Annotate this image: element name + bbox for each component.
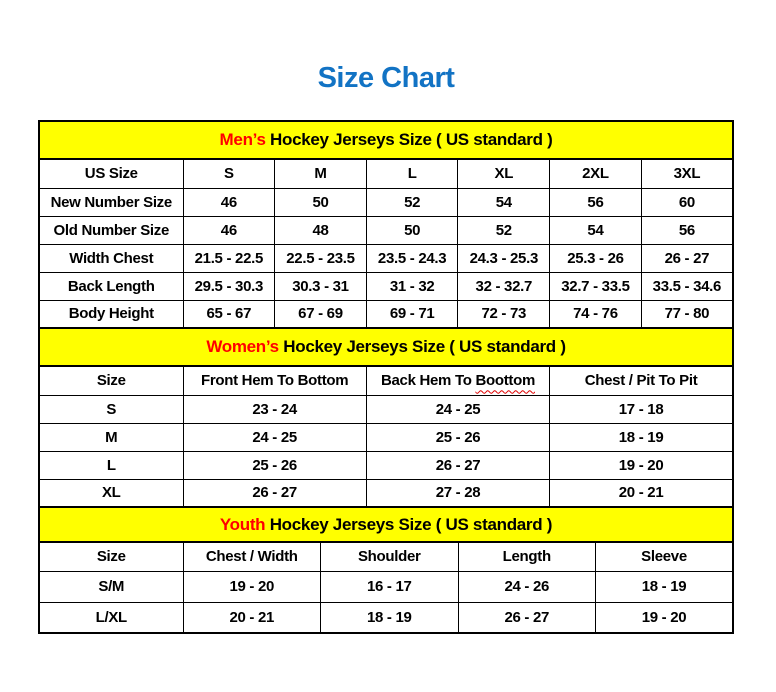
value-cell: 23 - 24 <box>183 395 366 423</box>
value-cell: 26 - 27 <box>458 602 596 633</box>
mens-band-highlight: Men’s <box>219 130 266 149</box>
column-header-cell <box>366 366 549 395</box>
mens-section-band <box>39 121 733 159</box>
value-cell: 32 - 32.7 <box>458 272 550 300</box>
youth-band-text: Hockey Jerseys Size ( US standard ) <box>265 514 553 534</box>
row-label-cell: S/M <box>39 571 183 602</box>
table-row <box>39 188 733 216</box>
value-cell: 50 <box>275 188 367 216</box>
column-header-cell: Sleeve <box>596 542 734 571</box>
mens-band-text: Hockey Jerseys Size ( US standard ) <box>265 130 553 149</box>
column-header-cell: Front Hem To Bottom <box>183 366 366 395</box>
value-cell: 24 - 25 <box>366 395 549 423</box>
value-cell: 19 - 20 <box>550 451 733 479</box>
value-cell: 72 - 73 <box>458 300 550 328</box>
value-cell: 67 - 69 <box>275 300 367 328</box>
table-row <box>39 451 733 479</box>
value-cell: 21.5 - 22.5 <box>183 244 275 272</box>
womens-band-cell <box>39 328 733 366</box>
mens-band-cell <box>39 121 733 159</box>
value-cell: 25 - 26 <box>366 423 549 451</box>
value-cell: 16 - 17 <box>321 571 459 602</box>
row-label-cell: L/XL <box>39 602 183 633</box>
column-header-cell: L <box>366 159 458 188</box>
row-label-cell: M <box>39 423 183 451</box>
value-cell: 32.7 - 33.5 <box>550 272 642 300</box>
value-cell: 24.3 - 25.3 <box>458 244 550 272</box>
row-label-cell: Body Height <box>39 300 183 328</box>
value-cell: 22.5 - 23.5 <box>275 244 367 272</box>
value-cell: 19 - 20 <box>183 571 321 602</box>
youth-band-highlight: Youth <box>219 514 266 534</box>
value-cell: 20 - 21 <box>183 602 321 633</box>
mens-header-row <box>39 159 733 188</box>
table-row <box>39 423 733 451</box>
column-header-cell: US Size <box>39 159 183 188</box>
value-cell: 26 - 27 <box>183 479 366 507</box>
youth-size-table <box>38 506 734 634</box>
womens-band-highlight: Women’s <box>206 337 279 356</box>
value-cell: 18 - 19 <box>321 602 459 633</box>
value-cell: 46 <box>183 188 275 216</box>
value-cell: 18 - 19 <box>596 571 734 602</box>
row-label-cell: Width Chest <box>39 244 183 272</box>
mens-size-table <box>38 120 734 329</box>
row-label-cell: L <box>39 451 183 479</box>
value-cell: 65 - 67 <box>183 300 275 328</box>
value-cell: 74 - 76 <box>550 300 642 328</box>
table-row <box>39 244 733 272</box>
value-cell: 26 - 27 <box>641 244 733 272</box>
value-cell: 50 <box>366 216 458 244</box>
value-cell: 52 <box>366 188 458 216</box>
value-cell: 54 <box>550 216 642 244</box>
table-row <box>39 571 733 602</box>
column-header-cell: 3XL <box>641 159 733 188</box>
table-row <box>39 216 733 244</box>
table-row <box>39 602 733 633</box>
row-label-cell: Back Length <box>39 272 183 300</box>
womens-band-text: Hockey Jerseys Size ( US standard ) <box>278 337 566 356</box>
misspelled-word-squiggle: Boottom <box>475 372 536 390</box>
column-header-cell: XL <box>458 159 550 188</box>
youth-section-band <box>39 507 733 542</box>
value-cell: 18 - 19 <box>550 423 733 451</box>
column-header-cell: Size <box>39 542 183 571</box>
row-label-cell: New Number Size <box>39 188 183 216</box>
table-row <box>39 479 733 507</box>
page-title: Size Chart <box>317 62 455 94</box>
table-row <box>39 300 733 328</box>
value-cell: 27 - 28 <box>366 479 549 507</box>
row-label-cell: XL <box>39 479 183 507</box>
value-cell: 46 <box>183 216 275 244</box>
value-cell: 48 <box>275 216 367 244</box>
value-cell: 31 - 32 <box>366 272 458 300</box>
value-cell: 33.5 - 34.6 <box>641 272 733 300</box>
value-cell: 20 - 21 <box>550 479 733 507</box>
value-cell: 54 <box>458 188 550 216</box>
value-cell: 30.3 - 31 <box>275 272 367 300</box>
column-header-cell: M <box>275 159 367 188</box>
row-label-cell: S <box>39 395 183 423</box>
womens-size-table <box>38 327 734 508</box>
youth-band-cell <box>39 507 733 542</box>
value-cell: 19 - 20 <box>596 602 734 633</box>
value-cell: 52 <box>458 216 550 244</box>
column-header-text: Back Hem To <box>380 372 476 390</box>
womens-section-band <box>39 328 733 366</box>
value-cell: 17 - 18 <box>550 395 733 423</box>
table-row <box>39 272 733 300</box>
row-label-cell: Old Number Size <box>39 216 183 244</box>
column-header-cell: Chest / Pit To Pit <box>550 366 733 395</box>
value-cell: 25 - 26 <box>183 451 366 479</box>
table-row <box>39 395 733 423</box>
size-chart-tables <box>38 120 734 634</box>
value-cell: 69 - 71 <box>366 300 458 328</box>
value-cell: 77 - 80 <box>641 300 733 328</box>
value-cell: 56 <box>550 188 642 216</box>
womens-header-row <box>39 366 733 395</box>
value-cell: 25.3 - 26 <box>550 244 642 272</box>
value-cell: 24 - 25 <box>183 423 366 451</box>
column-header-cell: S <box>183 159 275 188</box>
column-header-cell: Chest / Width <box>183 542 321 571</box>
value-cell: 60 <box>641 188 733 216</box>
value-cell: 26 - 27 <box>366 451 549 479</box>
value-cell: 24 - 26 <box>458 571 596 602</box>
column-header-cell: 2XL <box>550 159 642 188</box>
value-cell: 56 <box>641 216 733 244</box>
column-header-cell: Length <box>458 542 596 571</box>
value-cell: 23.5 - 24.3 <box>366 244 458 272</box>
value-cell: 29.5 - 30.3 <box>183 272 275 300</box>
column-header-cell: Size <box>39 366 183 395</box>
column-header-cell: Shoulder <box>321 542 459 571</box>
youth-header-row <box>39 542 733 571</box>
